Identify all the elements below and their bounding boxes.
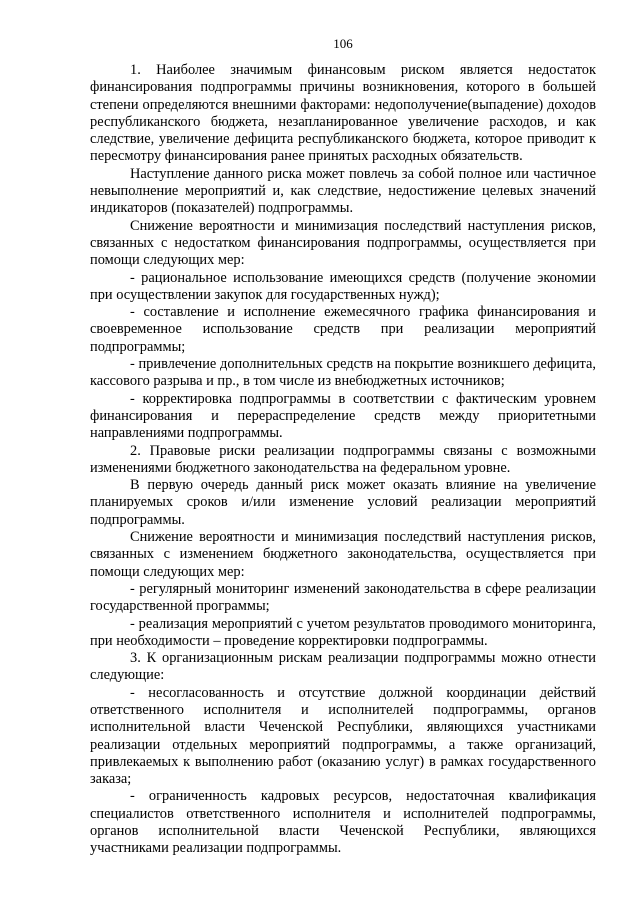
list-item: - составление и исполнение ежемесячного графика финансирования и своевременное использование средств при реализации мероприятий подпрограммы; bbox=[90, 304, 596, 355]
list-item: - привлечение дополнительных средств на покрытие возникшего дефицита, кассового разрыва и пр., в том числе из внебюджетных источников; bbox=[90, 356, 596, 390]
list-item: - рациональное использование имеющихся средств (получение экономии при осуществлении закупок для государственных нужд); bbox=[90, 269, 596, 303]
list-item: - несогласованность и отсутствие должной координации действий ответственного исполнителя и исполнителей подпрограммы, органов исполнительной власти Чеченской Республики, являющихся участниками реализации отдельных мероприятий подпрограммы, а также организаций, привлекаемых к выполнению работ (оказанию услуг) в рамках государственного заказа; bbox=[90, 684, 596, 788]
paragraph-financial-risk: 1. Наиболее значимым финансовым риском является недостаток финансирования подпрограммы причины возникновения, которого в большей степени определяются внешними факторами: недополучение(выпадение) доходов республиканского бюджета, незапланированное увеличение расходов, и как следствие, увеличение дефицита республиканского бюджета, которое приводит к пересмотру финансирования ранее принятых расходных обязательств. bbox=[90, 62, 596, 165]
list-item: - корректировка подпрограммы в соответствии с фактическим уровнем финансирования и перераспределение средств между приоритетными направлениями подпрограммы. bbox=[90, 390, 596, 442]
list-item: - реализация мероприятий с учетом результатов проводимого мониторинга, при необходимости – проведение корректировки подпрограммы. bbox=[90, 615, 596, 649]
list-item: - регулярный мониторинг изменений законодательства в сфере реализации государственной программы; bbox=[90, 580, 596, 615]
document-body bbox=[90, 62, 596, 858]
paragraph-legal-risk: 2. Правовые риски реализации подпрограммы связаны с возможными изменениями бюджетного законодательства на федеральном уровне. bbox=[90, 442, 596, 476]
paragraph-risk-consequence: Наступление данного риска может повлечь за собой полное или частичное невыполнение мероприятий и, как следствие, недостижение целевых значений индикаторов (показателей) подпрограммы. bbox=[90, 165, 596, 217]
paragraph-legal-mitigation-intro: Снижение вероятности и минимизация последствий наступления рисков, связанных с изменением бюджетного законодательства, осуществляется при помощи следующих мер: bbox=[90, 529, 596, 580]
page-number: 106 bbox=[333, 36, 353, 51]
list-item: - ограниченность кадровых ресурсов, недостаточная квалификация специалистов ответственного исполнителя и исполнителей подпрограммы, органов исполнительной власти Чеченской Республики, являющихся участниками реализации подпрограммы. bbox=[90, 788, 596, 857]
paragraph-organizational-risk: 3. К организационным рискам реализации подпрограммы можно отнести следующие: bbox=[90, 650, 596, 684]
paragraph-legal-risk-impact: В первую очередь данный риск может оказать влияние на увеличение планируемых сроков и/или изменение условий реализации мероприятий подпрограммы. bbox=[90, 477, 596, 528]
paragraph-financial-mitigation-intro: Снижение вероятности и минимизация последствий наступления рисков, связанных с недостатком финансирования подпрограммы, осуществляется при помощи следующих мер: bbox=[90, 217, 596, 269]
